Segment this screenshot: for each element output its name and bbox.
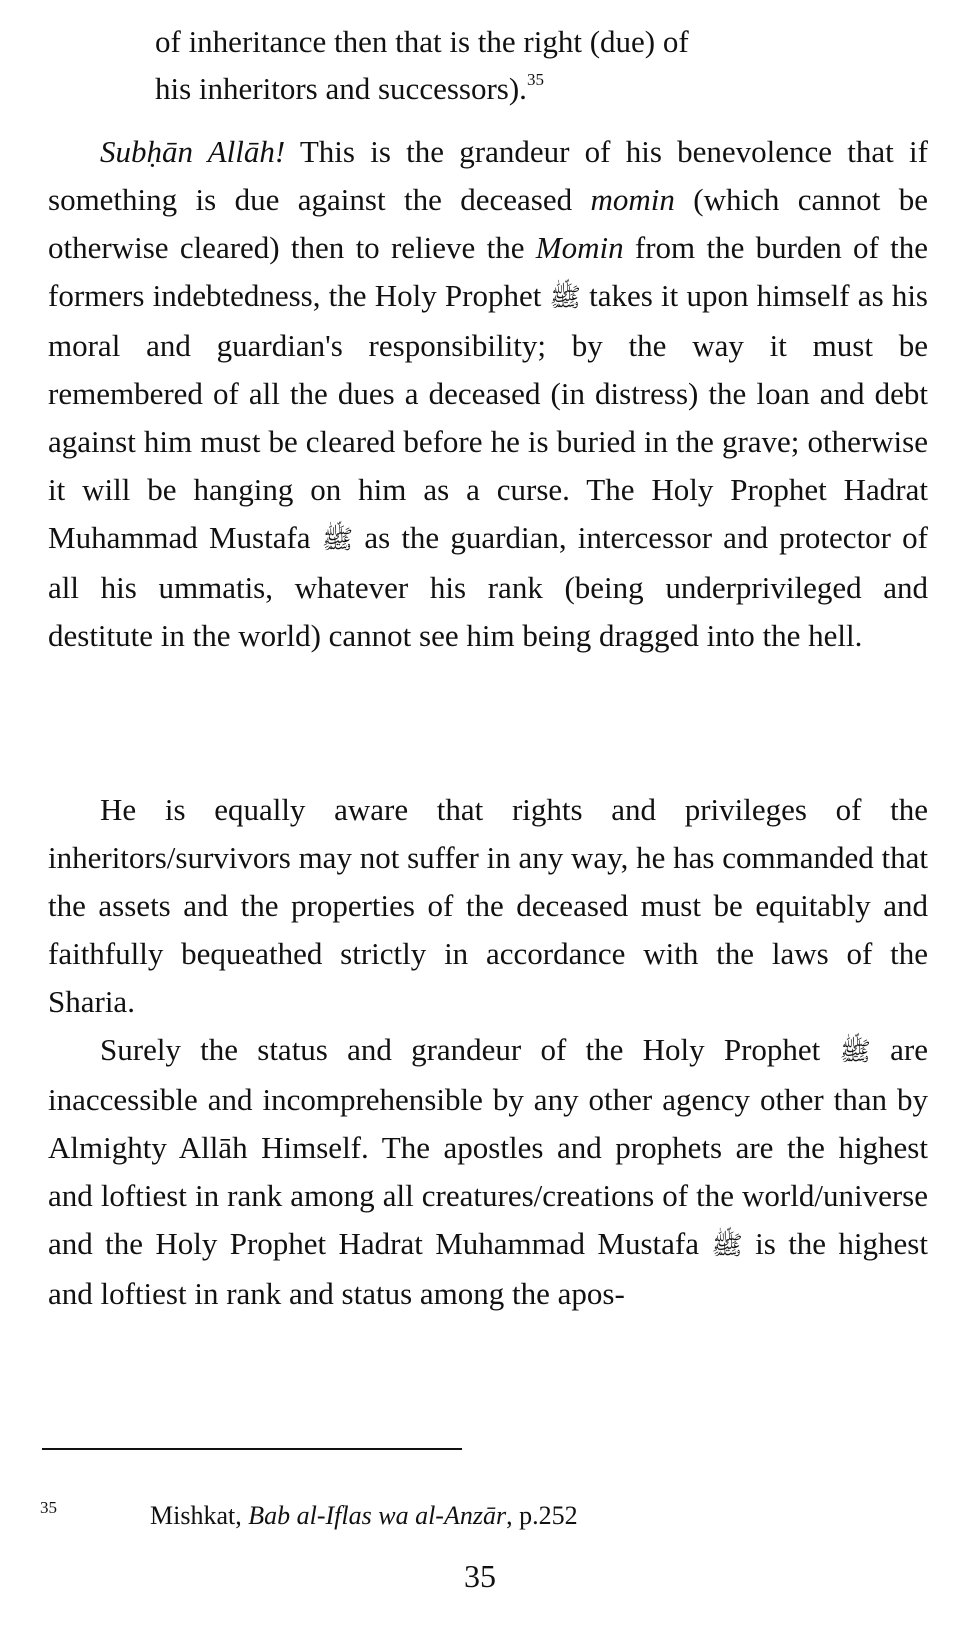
momin-term: Momin [535, 230, 624, 265]
salutation-glyph: ﷺ [711, 1231, 743, 1260]
footnote-reference: 35 [526, 70, 544, 89]
paragraph-text: (which cannot be otherwise cleared) then to relieve the [48, 182, 928, 265]
salutation-glyph: ﷺ [549, 283, 581, 312]
paragraph-text: from the burden of the formers indebtedness, the Holy Prophet [48, 230, 928, 313]
paragraph-status [48, 1026, 928, 1318]
quoted-passage-end [155, 18, 895, 112]
footnote-page: , p.252 [506, 1501, 578, 1530]
paragraph-text: He is equally aware that rights and privileges of the inheritors/survivors may not suffer in any way, he has commanded that the assets and the properties of the deceased must be equitably and faithfully bequeathed strictly in accordance with the laws of the Sharia. [48, 792, 928, 1019]
momin-term: momin [590, 182, 675, 217]
paragraph-text: takes it upon himself as his moral and guardian's responsibility; by the way it must be remembered of all the dues a deceased (in distress) the loan and debt against him must be cleared before he is buried in the grave; otherwise it will be hanging on him as a curse. The Holy Prophet Hadrat Muhammad Mustafa [48, 278, 928, 555]
paragraph-text: as the guardian, intercessor and protector of all his ummatis, whatever his rank (being underprivileged and destitute in the world) cannot see him being dragged into the hell. [48, 520, 928, 653]
footnote-rule [42, 1448, 462, 1450]
subhan-allah-exclamation: Subḥān Allāh! [100, 134, 286, 169]
paragraph-text: are inaccessible and incomprehensible by any other agency other than by Almighty Allāh Himself. The apostles and prophets are the highest and loftiest in rank among all creatures/creations of the world/universe and the Holy Prophet Hadrat Muhammad Mustafa [48, 1032, 929, 1261]
quote-line-2: his inheritors and successors). [155, 71, 527, 106]
paragraph-benevolence [48, 128, 928, 660]
salutation-glyph: ﷺ [839, 1037, 871, 1066]
footnote-number: 35 [40, 1498, 57, 1517]
salutation-glyph: ﷺ [321, 525, 354, 554]
quote-line-1: of inheritance then that is the right (due) of [155, 24, 689, 59]
paragraph-text: is the highest and loftiest in rank and status among the apos- [48, 1226, 928, 1311]
page-number: 35 [464, 1558, 496, 1594]
footnote-text [150, 1500, 578, 1532]
paragraph-text: Surely the status and grandeur of the Holy Prophet [100, 1032, 840, 1067]
paragraph-inheritors [48, 786, 928, 1026]
footnote-source: Mishkat, [150, 1501, 249, 1530]
footnote-title: Bab al-Iflas wa al-Anzār [248, 1501, 507, 1530]
paragraph-text: This is the grandeur of his benevolence that if something is due against the deceased [48, 134, 928, 217]
